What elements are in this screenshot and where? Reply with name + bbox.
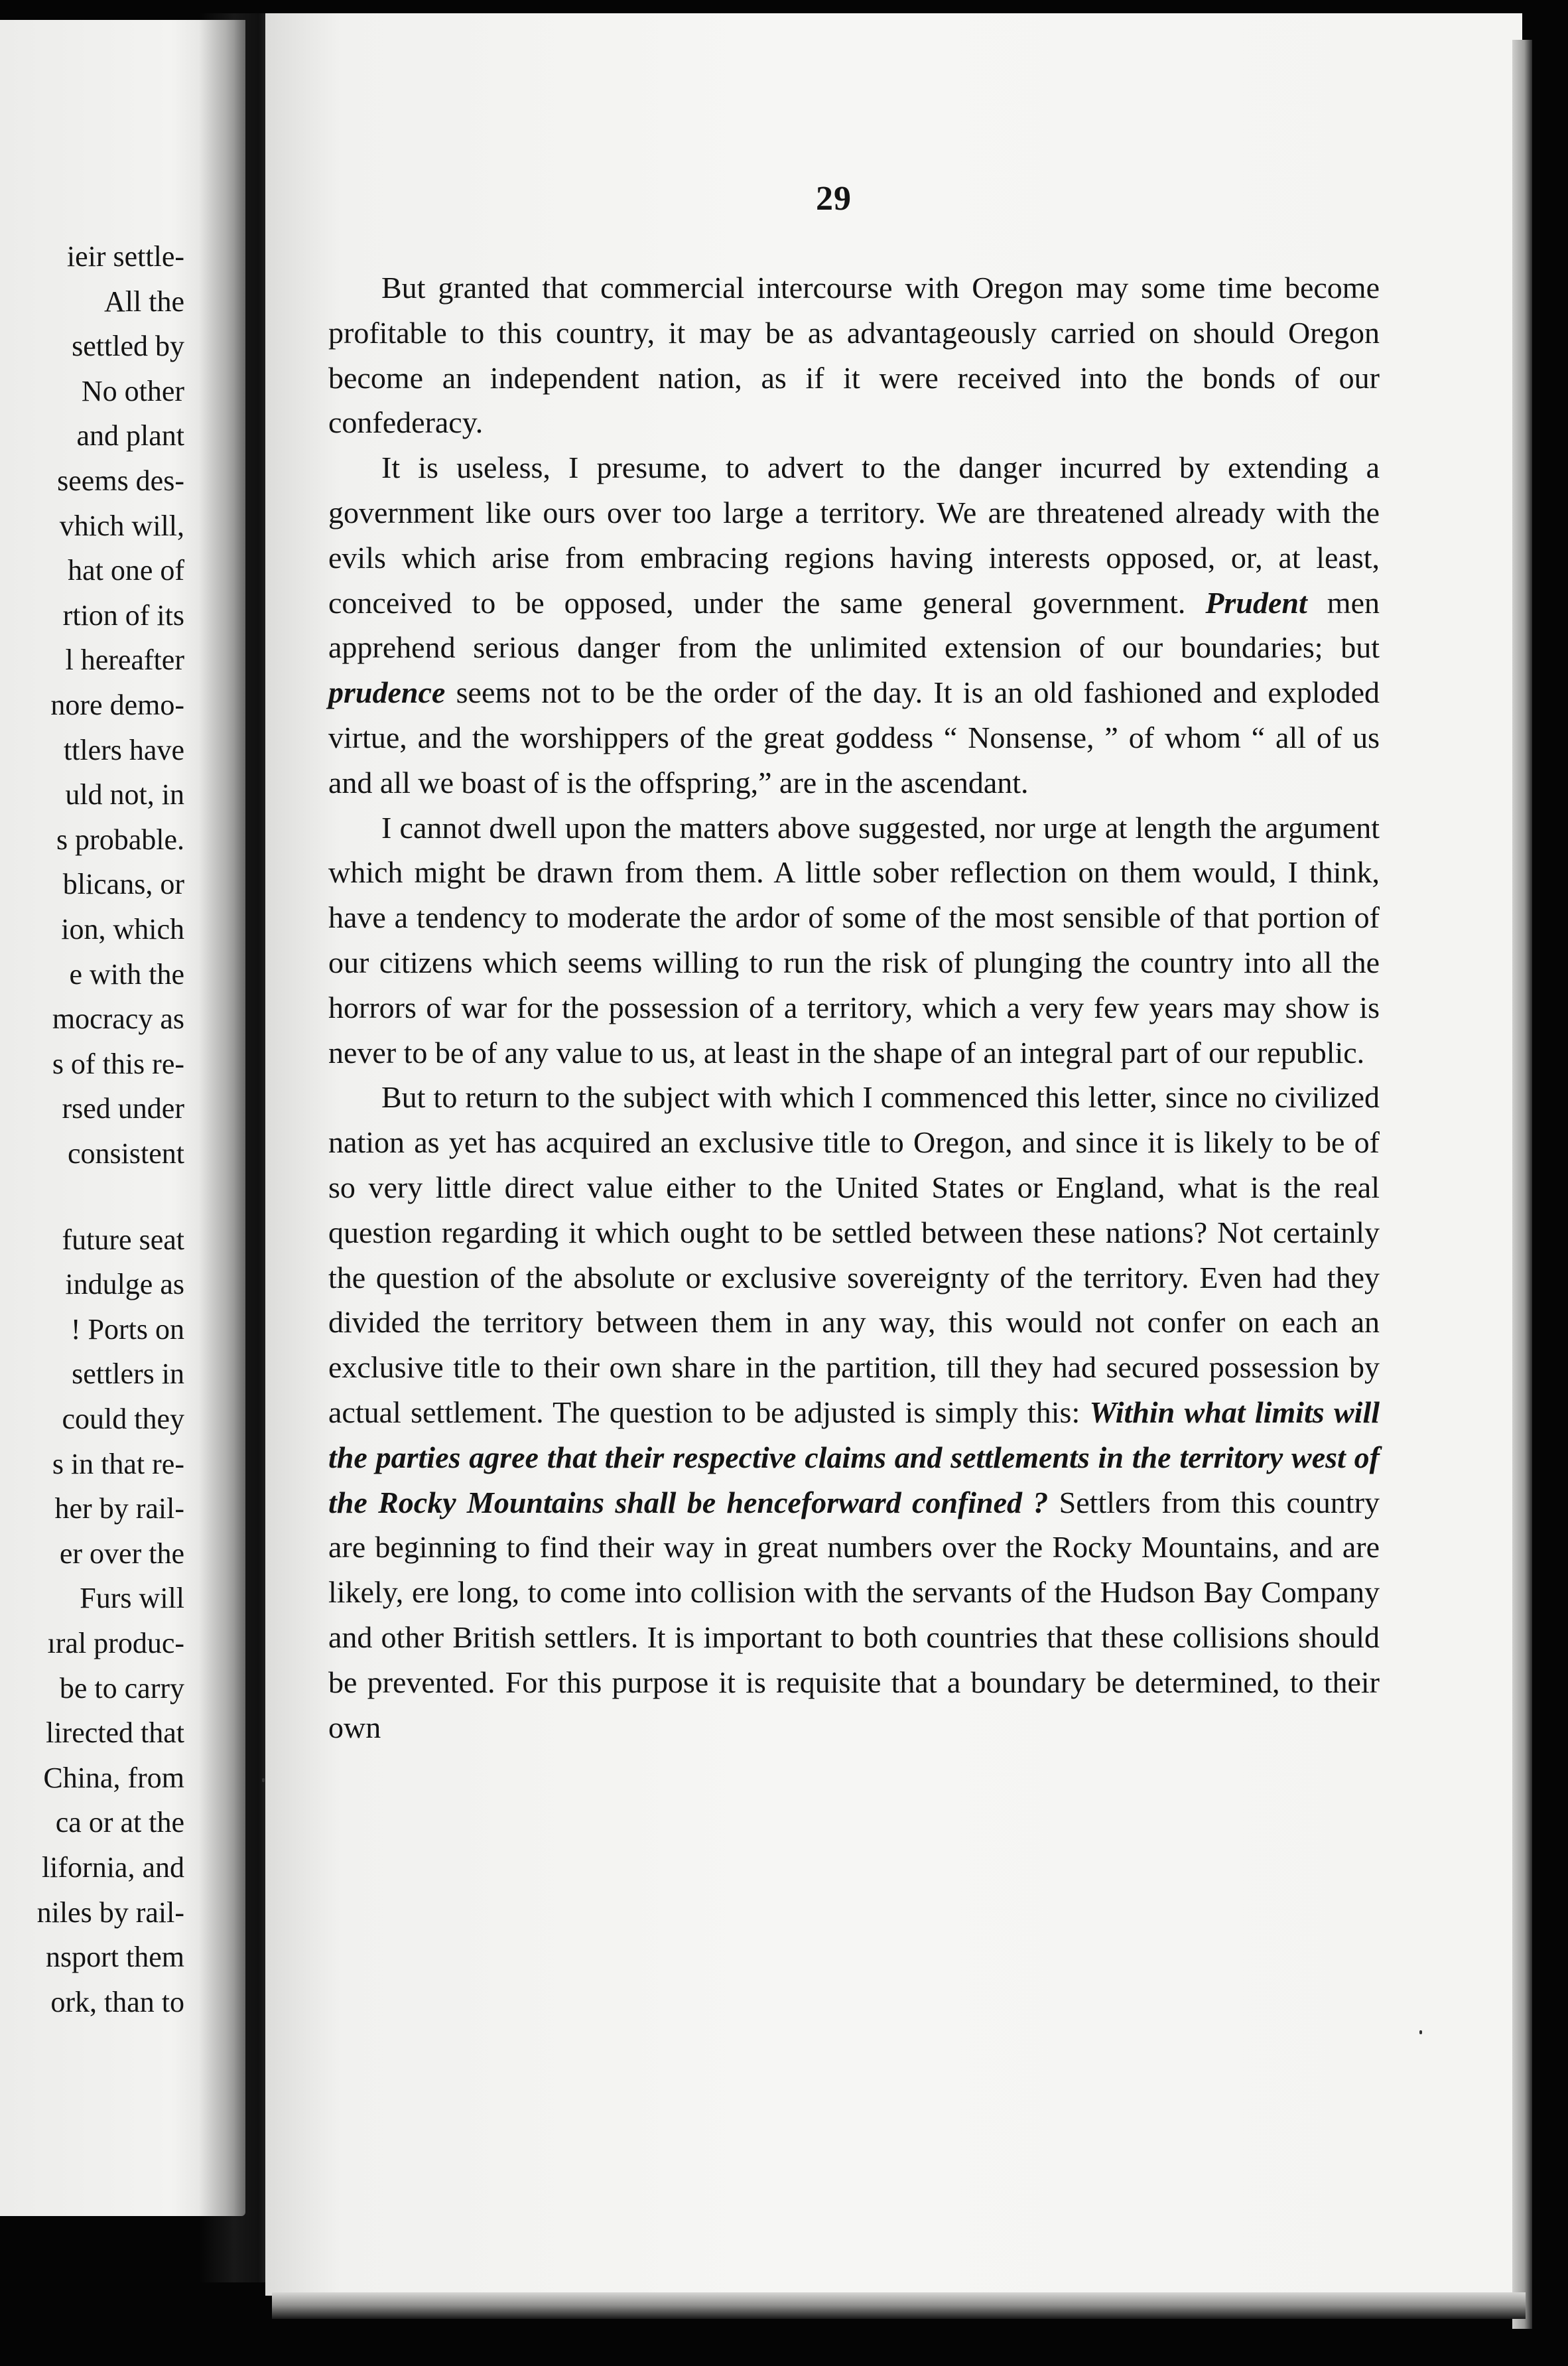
left-page-line: ieir settle- — [66, 240, 184, 273]
left-page-line: seems des- — [57, 464, 184, 497]
left-page-line: indulge as — [65, 1268, 184, 1301]
left-page-line: settled by — [72, 330, 184, 363]
left-page-line: No other — [81, 374, 184, 407]
left-page-line: ! Ports on — [70, 1312, 184, 1346]
left-page-line: ork, than to — [50, 1985, 184, 2018]
left-page-line: consistent — [68, 1137, 184, 1170]
scan-speck — [262, 1778, 265, 1782]
left-page-line: ca or at the — [55, 1806, 184, 1839]
page-number: 29 — [816, 180, 852, 218]
paragraph-2: It is useless, I presume, to advert to the danger incurred by extending a government like ours over too large a territory. We are threatened already with the evils which arise from embracing regions having interests opposed, or, at least, conceived to be opposed, under the same general government. Prudent men apprehend serious danger from the unlimited extension of our boundaries; but prudence seems not to be the order of the day. It is an old fashioned and exploded virtue, and the worshippers of the great goddess “ Nonsense, ” of whom “ all of us and all we boast of is the offspring,” are in the ascendant. — [328, 451, 1380, 800]
left-page-line: ttlers have — [63, 733, 184, 766]
left-page-line: hat one of — [68, 554, 184, 587]
left-page-line: er over the — [59, 1537, 184, 1570]
left-page-line: ion, which — [61, 913, 184, 945]
body-text — [328, 265, 1380, 1750]
left-page-line: l hereafter — [65, 644, 184, 677]
left-page-line: blicans, or — [62, 868, 184, 901]
left-page-line: vhich will, — [59, 509, 184, 542]
left-page-line: nore demo- — [50, 689, 184, 721]
left-page-line: be to carry — [59, 1671, 184, 1705]
paragraph-3: I cannot dwell upon the matters above suggested, nor urge at length the argument which might be drawn from them. A little sober reflection on them would, I think, have a tendency to moderate the ardor of some of the most sensible of that portion of our citizens which seems willing to run the risk of plunging the country into all the horrors of war for the possession of a territory, which a very few years may show is never to be of any value to us, at least in the shape of an integral part of our republic. — [328, 810, 1380, 1070]
emphasis-prudent: Prudent — [1205, 585, 1307, 620]
paragraph-4: But to return to the subject with which I commenced this letter, since no civilized nation as yet has acquired an exclusive title to Oregon, and since it is likely to be of so very little direct value either to the United States or England, what is the real question regarding it which ought to be settled between these nations? Not certainly the question of the absolute or exclusive sovereignty of the territory. Even had they divided the territory between them in any way, this would not confer on each an exclusive title to their own share in the partition, till they had secured possession by actual settlement. The question to be adjusted is simply this: Within what limits will the parties agree that their respective claims and settlements in the territory west of the Rocky Mountains shall be henceforward confined ? Settlers from this country are beginning to find their way in great numbers over the Rocky Mountains, and are likely, ere long, to come into collision with the servants of the Hudson Bay Company and other British settlers. It is important to both countries that these collisions should be prevented. For this purpose it is requisite that a boundary be determined, to their own — [328, 1080, 1380, 1744]
left-page-line: rsed under — [62, 1092, 184, 1125]
page-edge — [1512, 40, 1532, 2329]
left-page-line: nsport them — [46, 1941, 184, 1974]
left-page-line: China, from — [43, 1761, 184, 1794]
left-page-line: could they — [62, 1403, 184, 1435]
left-page-line: mocracy as — [52, 1003, 184, 1036]
left-page-line: lifornia, and — [41, 1851, 184, 1884]
paragraph-1: But granted that commercial intercourse with Oregon may some time become profitable to this country, it may be as advantageously carried on should Oregon become an independent nation, as if it were received into the bonds of our confederacy. — [328, 271, 1380, 440]
page-bottom-edge — [272, 2292, 1526, 2319]
left-page-line: ıral produc- — [47, 1627, 184, 1659]
left-page-line: s in that re- — [52, 1447, 184, 1480]
left-page-line: Furs will — [80, 1582, 184, 1615]
left-page-line: her by rail- — [54, 1492, 184, 1525]
left-page-line: uld not, in — [65, 778, 184, 811]
left-page-line: niles by rail- — [36, 1896, 184, 1929]
left-page-line: rtion of its — [62, 598, 184, 632]
emphasis-prudence: prudence — [328, 675, 446, 710]
left-page-line: future seat — [62, 1223, 184, 1256]
left-page-line: lirected that — [46, 1716, 184, 1750]
scan-speck — [1419, 2030, 1422, 2034]
left-page-line: and plant — [76, 419, 184, 452]
left-page-line: All the — [104, 285, 184, 318]
left-page-line: settlers in — [72, 1357, 184, 1391]
left-page-line: e with the — [69, 957, 184, 991]
left-page-line: s of this re- — [52, 1047, 184, 1080]
left-page-line: s probable. — [56, 823, 184, 856]
emphasis-question: Within what limits will the parties agree that their respective claims and settlements in the territory west of the Rocky Mountains shall be henceforward confined ? — [328, 1395, 1380, 1519]
